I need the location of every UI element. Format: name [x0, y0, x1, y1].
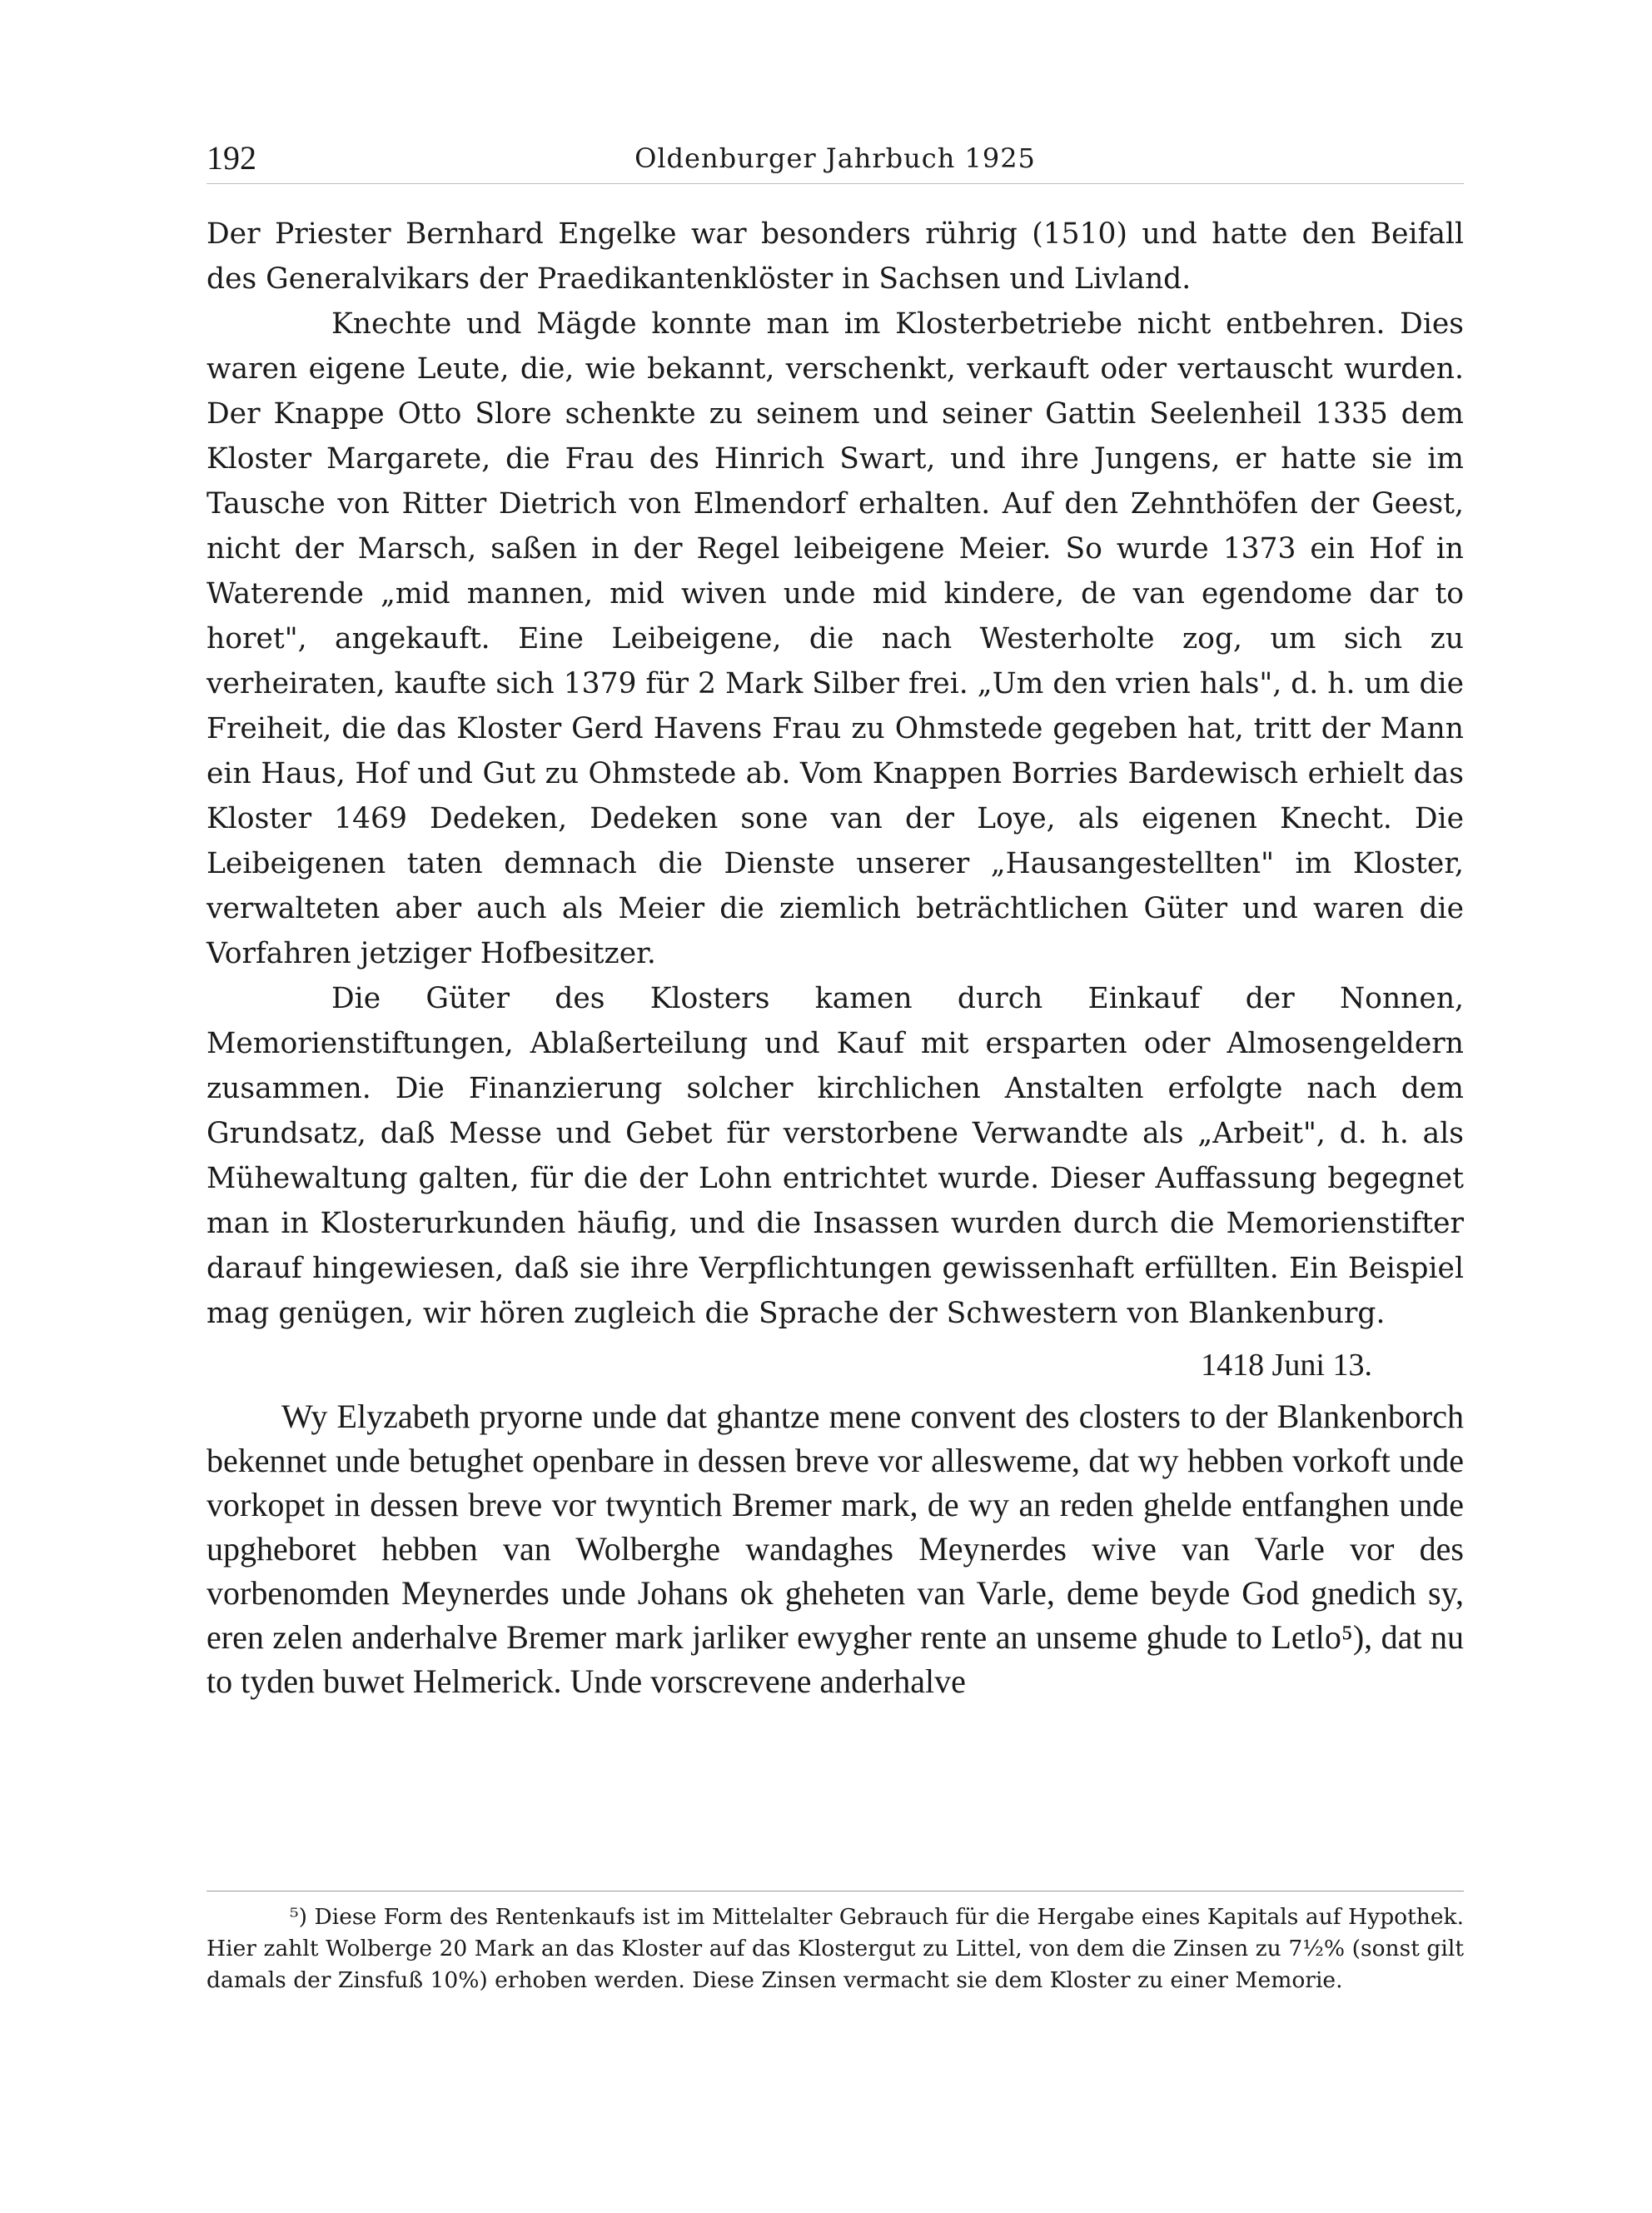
- main-text: [206, 212, 1464, 1703]
- page-number: 192: [206, 139, 256, 177]
- charter-quotation: [206, 1394, 1464, 1703]
- paragraph: Der Priester Bernhard Engelke war besonders rührig (1510) und hatte den Beifall des Generalvikars der Praedikantenklöster in Sachsen und Livland.: [206, 217, 1464, 296]
- paragraph: Knechte und Mägde konnte man im Klosterbetriebe nicht entbehren. Dies waren eigene Leute, die, wie bekannt, verschenkt, verkauft oder vertauscht wurden. Der Knappe Otto Slore schenkte zu seinem und seiner Gattin Seelenheil 1335 dem Kloster Margarete, die Frau des Hinrich Swart, und ihre Jungens, er hatte sie im Tausche von Ritter Dietrich von Elmendorf erhalten. Auf den Zehnthöfen der Geest, nicht der Marsch, saßen in der Regel leibeigene Meier. So wurde 1373 ein Hof in Waterende „mid mannen, mid wiven unde mid kindere, de van egendome dar to horet", angekauft. Eine Leibeigene, die nach Westerholte zog, um sich zu verheiraten, kaufte sich 1379 für 2 Mark Silber frei. „Um den vrien hals", d. h. um die Freiheit, die das Kloster Gerd Havens Frau zu Ohmstede gegeben hat, tritt der Mann ein Haus, Hof und Gut zu Ohmstede ab. Vom Knappen Borries Bardewisch erhielt das Kloster 1469 Dedeken, Dedeken sone van der Loye, als eigenen Knecht. Die Leibeigenen taten demnach die Dienste unserer „Hausangestellten" im Kloster, verwalteten aber auch als Meier die ziemlich beträchtlichen Güter und waren die Vorfahren jetziger Hofbesitzer.: [206, 307, 1464, 970]
- charter-text: Wy Elyzabeth pryorne unde dat ghantze mene convent des closters to der Blankenborch bekennet unde betughet openbare in dessen breve vor allesweme, dat wy hebben vorkoft unde vorkopet in dessen breve vor twyntich Bremer mark, de wy an reden ghelde entfanghen unde upgheboret hebben van Wolberghe wandaghes Meynerdes wive van Varle vor des vorbenomden Meynerdes unde Johans ok gheheten van Varle, deme beyde God gnedich sy, eren zelen anderhalve Bremer mark jarliker ewygher rente an unseme ghude to Letlo⁵), dat nu to tyden buwet Helmerick. Unde vorscrevene anderhalve: [206, 1398, 1464, 1700]
- header-divider: [206, 183, 1464, 184]
- footnote-divider: [206, 1891, 1464, 1892]
- paragraph: Die Güter des Klosters kamen durch Einkauf der Nonnen, Memorienstiftungen, Ablaßerteilung und Kauf mit ersparten oder Almosengeldern zusammen. Die Finanzierung solcher kirchlichen Anstalten erfolgte nach dem Grundsatz, daß Messe und Gebet für verstorbene Verwandte als „Arbeit", d. h. als Mühewaltung galten, für die der Lohn entrichtet wurde. Dieser Auffassung begegnet man in Klosterurkunden häufig, und die Insassen wurden durch die Memorienstifter darauf hingewiesen, daß sie ihre Verpflichtungen gewissenhaft erfüllten. Ein Beispiel mag genügen, wir hören zugleich die Sprache der Schwestern von Blankenburg.: [206, 982, 1464, 1330]
- fraktur-section: [206, 212, 1464, 1336]
- page-header: [206, 133, 1464, 183]
- charter-date: 1418 Juni 13.: [1201, 1348, 1372, 1383]
- running-title: Oldenburger Jahrbuch 1925: [634, 142, 1036, 174]
- footnote: ⁵) Diese Form des Rentenkaufs ist im Mittelalter Gebrauch für die Hergabe eines Kapitals auf Hypothek. Hier zahlt Wolberge 20 Mark an das Kloster auf das Klostergut zu Littel, von dem die Zinsen zu 7½% (sonst gilt damals der Zinsfuß 10%) erhoben werden. Diese Zinsen vermacht sie dem Kloster zu einer Memorie.: [206, 1904, 1464, 1993]
